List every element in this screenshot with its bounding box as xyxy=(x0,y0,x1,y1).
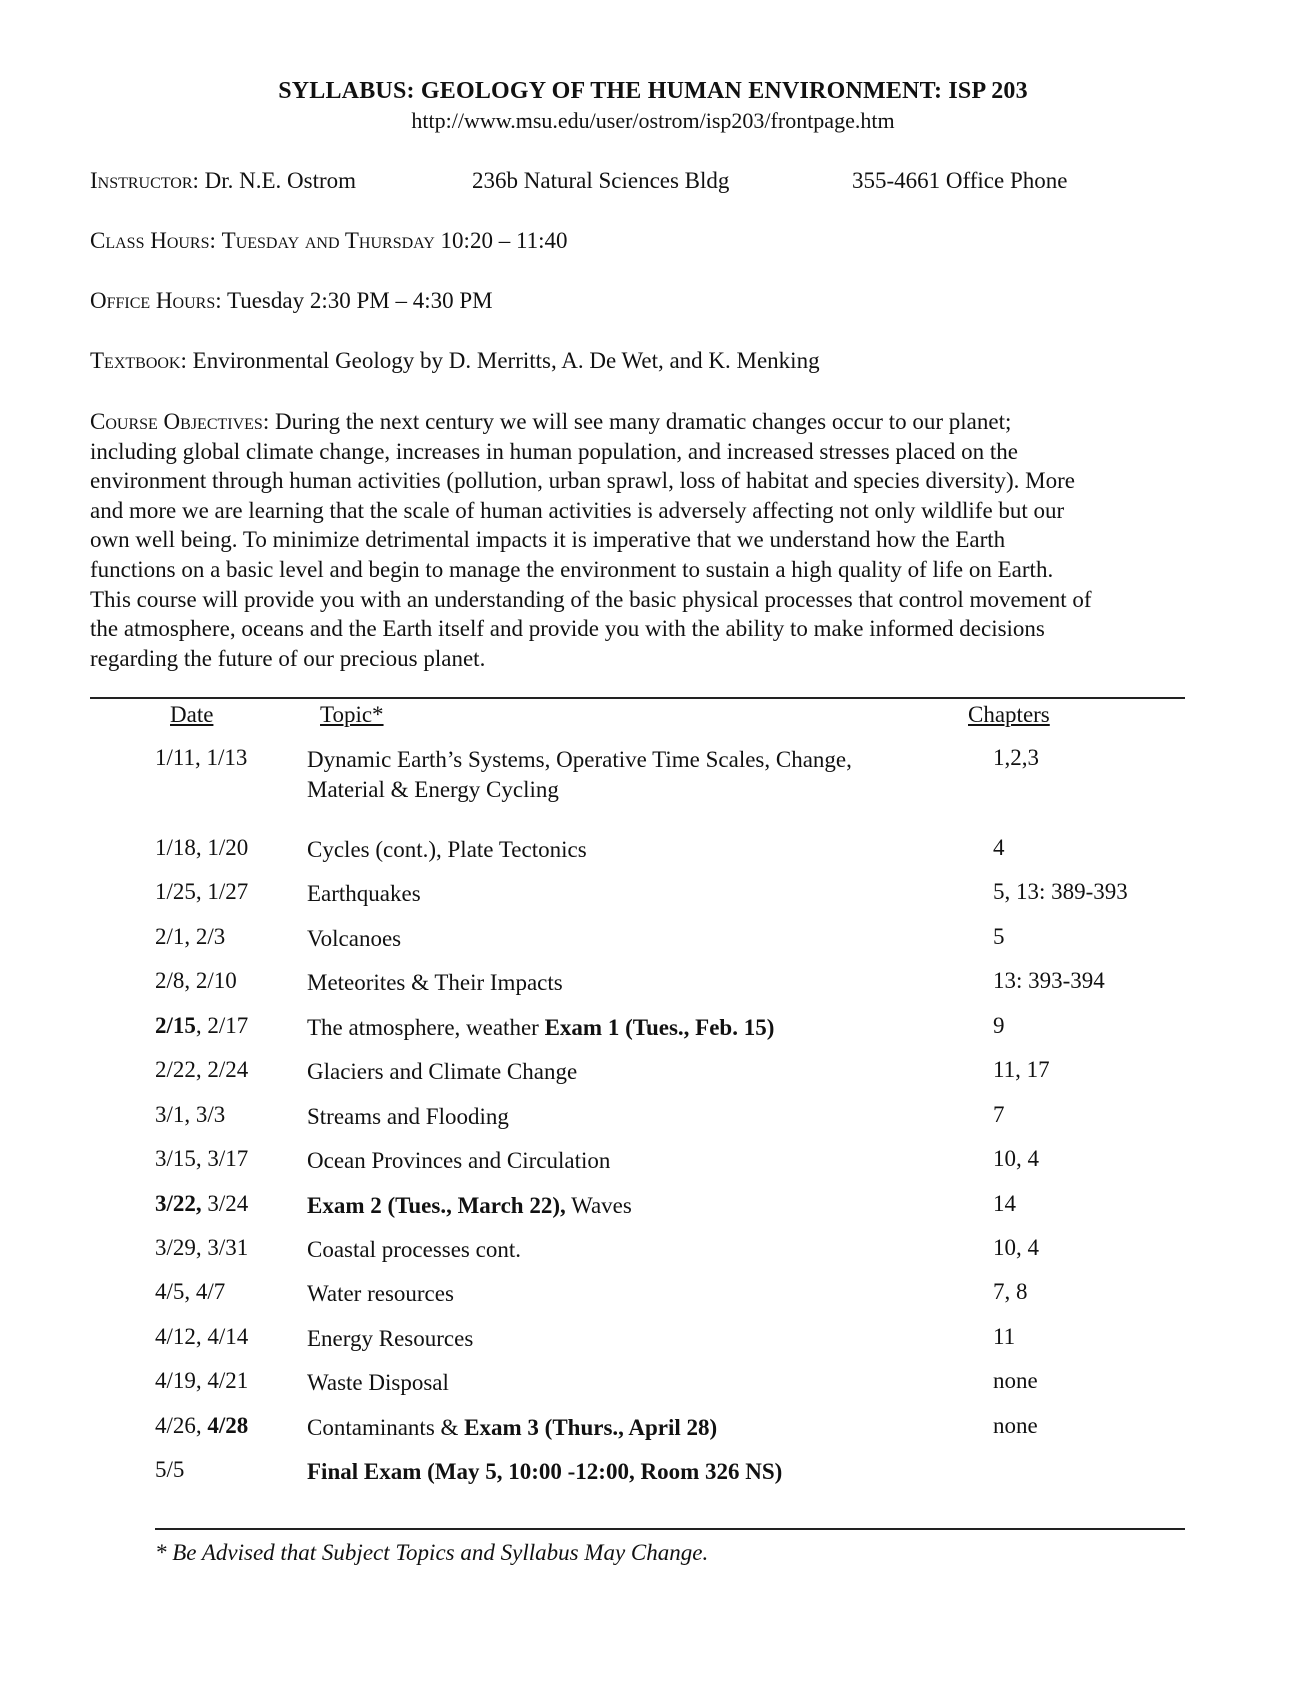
chapters-cell: 5 xyxy=(993,924,1005,949)
topic-cell xyxy=(307,1235,521,1265)
table-bottom-divider xyxy=(155,1528,1185,1530)
chapters-cell: 9 xyxy=(993,1013,1005,1038)
date-text: 3/29, 3/31 xyxy=(155,1235,249,1260)
date-cell xyxy=(155,1324,248,1350)
date-cell xyxy=(155,1013,248,1039)
topic-cell xyxy=(307,745,852,804)
topic-text: Cycles (cont.), Plate Tectonics xyxy=(307,837,587,862)
topic-text: Ocean Provinces and Circulation xyxy=(307,1148,611,1173)
date-cell xyxy=(155,879,248,905)
office-hours-label: Office Hours: xyxy=(90,288,222,313)
office-hours-line xyxy=(90,288,493,314)
date-cell xyxy=(155,1191,248,1217)
topic-text: Streams and Flooding xyxy=(307,1104,509,1129)
topic-bold: Final Exam (May 5, 10:00 -12:00, Room 326 NS) xyxy=(307,1459,783,1484)
date-text: 4/12, 4/14 xyxy=(155,1324,249,1349)
chapters-cell: 7, 8 xyxy=(993,1279,1028,1304)
chapters-cell: 4 xyxy=(993,835,1005,860)
table-top-divider xyxy=(90,697,1185,699)
topic-bold: Exam 1 (Tues., Feb. 15) xyxy=(544,1015,775,1040)
topic-cell xyxy=(307,1368,449,1398)
class-hours-value: Tuesday and Thursday 10:20 – 11:40 xyxy=(221,228,568,253)
course-url: http://www.msu.edu/user/ostrom/isp203/frontpage.htm xyxy=(411,108,895,133)
topic-prefix: Contaminants & xyxy=(307,1415,465,1440)
date-cell xyxy=(155,1457,184,1483)
instructor-phone: 355-4661 Office Phone xyxy=(852,168,1068,193)
instructor-label: Instructor: xyxy=(90,168,199,193)
chapters-cell: none xyxy=(993,1368,1038,1393)
topic-bold: Exam 2 (Tues., March 22), xyxy=(307,1193,566,1218)
date-cell xyxy=(155,1413,248,1439)
topic-text: Coastal processes cont. xyxy=(307,1237,521,1262)
col-header-date: Date xyxy=(170,702,214,727)
date-cell xyxy=(155,1235,248,1261)
date-text: 5/5 xyxy=(155,1457,185,1482)
objectives-text: During the next century we will see many dramatic changes occur to our planet; including global climate change, increases in human population, and increased stresses placed on the environment through human activities (pollution, urban sprawl, loss of habitat and species diversity). More and more we are learning that the scale of human activities is adversely affecting not only wildlife but our own well being. To minimize detrimental impacts it is imperative that we understand how the Earth functions on a basic level and begin to manage the environment to sustain a high quality of life on Earth. This course will provide you with an understanding of the basic physical processes that control movement of the atmosphere, oceans and the Earth itself and provide you with the ability to make informed decisions regarding the future of our precious planet. xyxy=(90,409,1092,671)
date-text: 4/26, xyxy=(155,1413,208,1438)
course-objectives xyxy=(90,407,1240,673)
date-text: , 2/17 xyxy=(195,1013,249,1038)
chapters-cell: 10, 4 xyxy=(993,1146,1039,1171)
date-bold: 3/22, xyxy=(155,1191,202,1216)
topic-cell xyxy=(307,1279,454,1309)
date-text: 1/11, 1/13 xyxy=(155,745,248,770)
topic-text: Earthquakes xyxy=(307,881,421,906)
topic-cell xyxy=(307,1102,509,1132)
date-cell xyxy=(155,745,247,771)
chapters-cell: none xyxy=(993,1413,1038,1438)
date-cell xyxy=(155,968,237,994)
chapters-cell: 5, 13: 389-393 xyxy=(993,879,1128,904)
office-hours-value: Tuesday 2:30 PM – 4:30 PM xyxy=(226,288,493,313)
topic-cell xyxy=(307,1457,782,1487)
date-text: 1/18, 1/20 xyxy=(155,835,249,860)
topic-prefix: The atmosphere, weather xyxy=(307,1015,545,1040)
date-cell xyxy=(155,1102,225,1128)
footnote: * Be Advised that Subject Topics and Syllabus May Change. xyxy=(155,1540,709,1565)
page-title: SYLLABUS: GEOLOGY OF THE HUMAN ENVIRONMENT: ISP 203 xyxy=(278,78,1028,104)
topic-text: Meteorites & Their Impacts xyxy=(307,970,563,995)
date-cell xyxy=(155,1146,248,1172)
class-hours-line xyxy=(90,228,567,254)
textbook-label: Textbook: xyxy=(90,348,187,373)
topic-text: Volcanoes xyxy=(307,926,402,951)
chapters-cell: 10, 4 xyxy=(993,1235,1039,1260)
date-text: 3/24 xyxy=(201,1191,249,1216)
date-bold-tail: 4/28 xyxy=(207,1413,249,1438)
topic-cell xyxy=(307,1057,577,1087)
topic-cell xyxy=(307,835,587,865)
topic-cell xyxy=(307,1191,632,1221)
date-text: 2/8, 2/10 xyxy=(155,968,237,993)
date-text: 4/19, 4/21 xyxy=(155,1368,249,1393)
topic-text: Waves xyxy=(565,1193,632,1218)
date-text: 4/5, 4/7 xyxy=(155,1279,226,1304)
instructor-line xyxy=(90,168,356,194)
objectives-label: Course Objectives: xyxy=(90,409,270,434)
textbook-line xyxy=(90,348,820,374)
topic-cell xyxy=(307,1013,774,1043)
topic-cell xyxy=(307,1413,717,1443)
chapters-cell: 13: 393-394 xyxy=(993,968,1105,993)
topic-cell xyxy=(307,924,401,954)
col-header-chapters: Chapters xyxy=(968,702,1050,727)
chapters-cell: 14 xyxy=(993,1191,1016,1216)
chapters-cell: 11 xyxy=(993,1324,1016,1349)
chapters-cell: 7 xyxy=(993,1102,1005,1127)
date-cell xyxy=(155,1368,248,1394)
date-text: 3/1, 3/3 xyxy=(155,1102,226,1127)
topic-text: Waste Disposal xyxy=(307,1370,449,1395)
topic-cell xyxy=(307,879,421,909)
class-hours-label: Class Hours: xyxy=(90,228,216,253)
date-text: 3/15, 3/17 xyxy=(155,1146,249,1171)
topic-cell xyxy=(307,968,563,998)
topic-text: Dynamic Earth’s Systems, Operative Time Scales, Change, Material & Energy Cycling xyxy=(307,747,852,802)
col-header-topic: Topic* xyxy=(320,702,384,727)
date-text: 1/25, 1/27 xyxy=(155,879,249,904)
chapters-cell: 1,2,3 xyxy=(993,745,1039,770)
textbook-value: Environmental Geology by D. Merritts, A. De Wet, and K. Menking xyxy=(192,348,820,373)
date-text: 2/22, 2/24 xyxy=(155,1057,249,1082)
instructor-name: Dr. N.E. Ostrom xyxy=(204,168,357,193)
date-cell xyxy=(155,924,225,950)
date-cell xyxy=(155,1057,248,1083)
date-cell xyxy=(155,1279,225,1305)
topic-text: Water resources xyxy=(307,1281,454,1306)
date-bold: 2/15 xyxy=(155,1013,196,1038)
date-cell xyxy=(155,835,248,861)
chapters-cell: 11, 17 xyxy=(993,1057,1050,1082)
topic-cell xyxy=(307,1324,473,1354)
topic-bold: Exam 3 (Thurs., April 28) xyxy=(464,1415,718,1440)
topic-text: Glaciers and Climate Change xyxy=(307,1059,578,1084)
date-text: 2/1, 2/3 xyxy=(155,924,226,949)
topic-text: Energy Resources xyxy=(307,1326,474,1351)
topic-cell xyxy=(307,1146,610,1176)
instructor-office: 236b Natural Sciences Bldg xyxy=(472,168,730,193)
